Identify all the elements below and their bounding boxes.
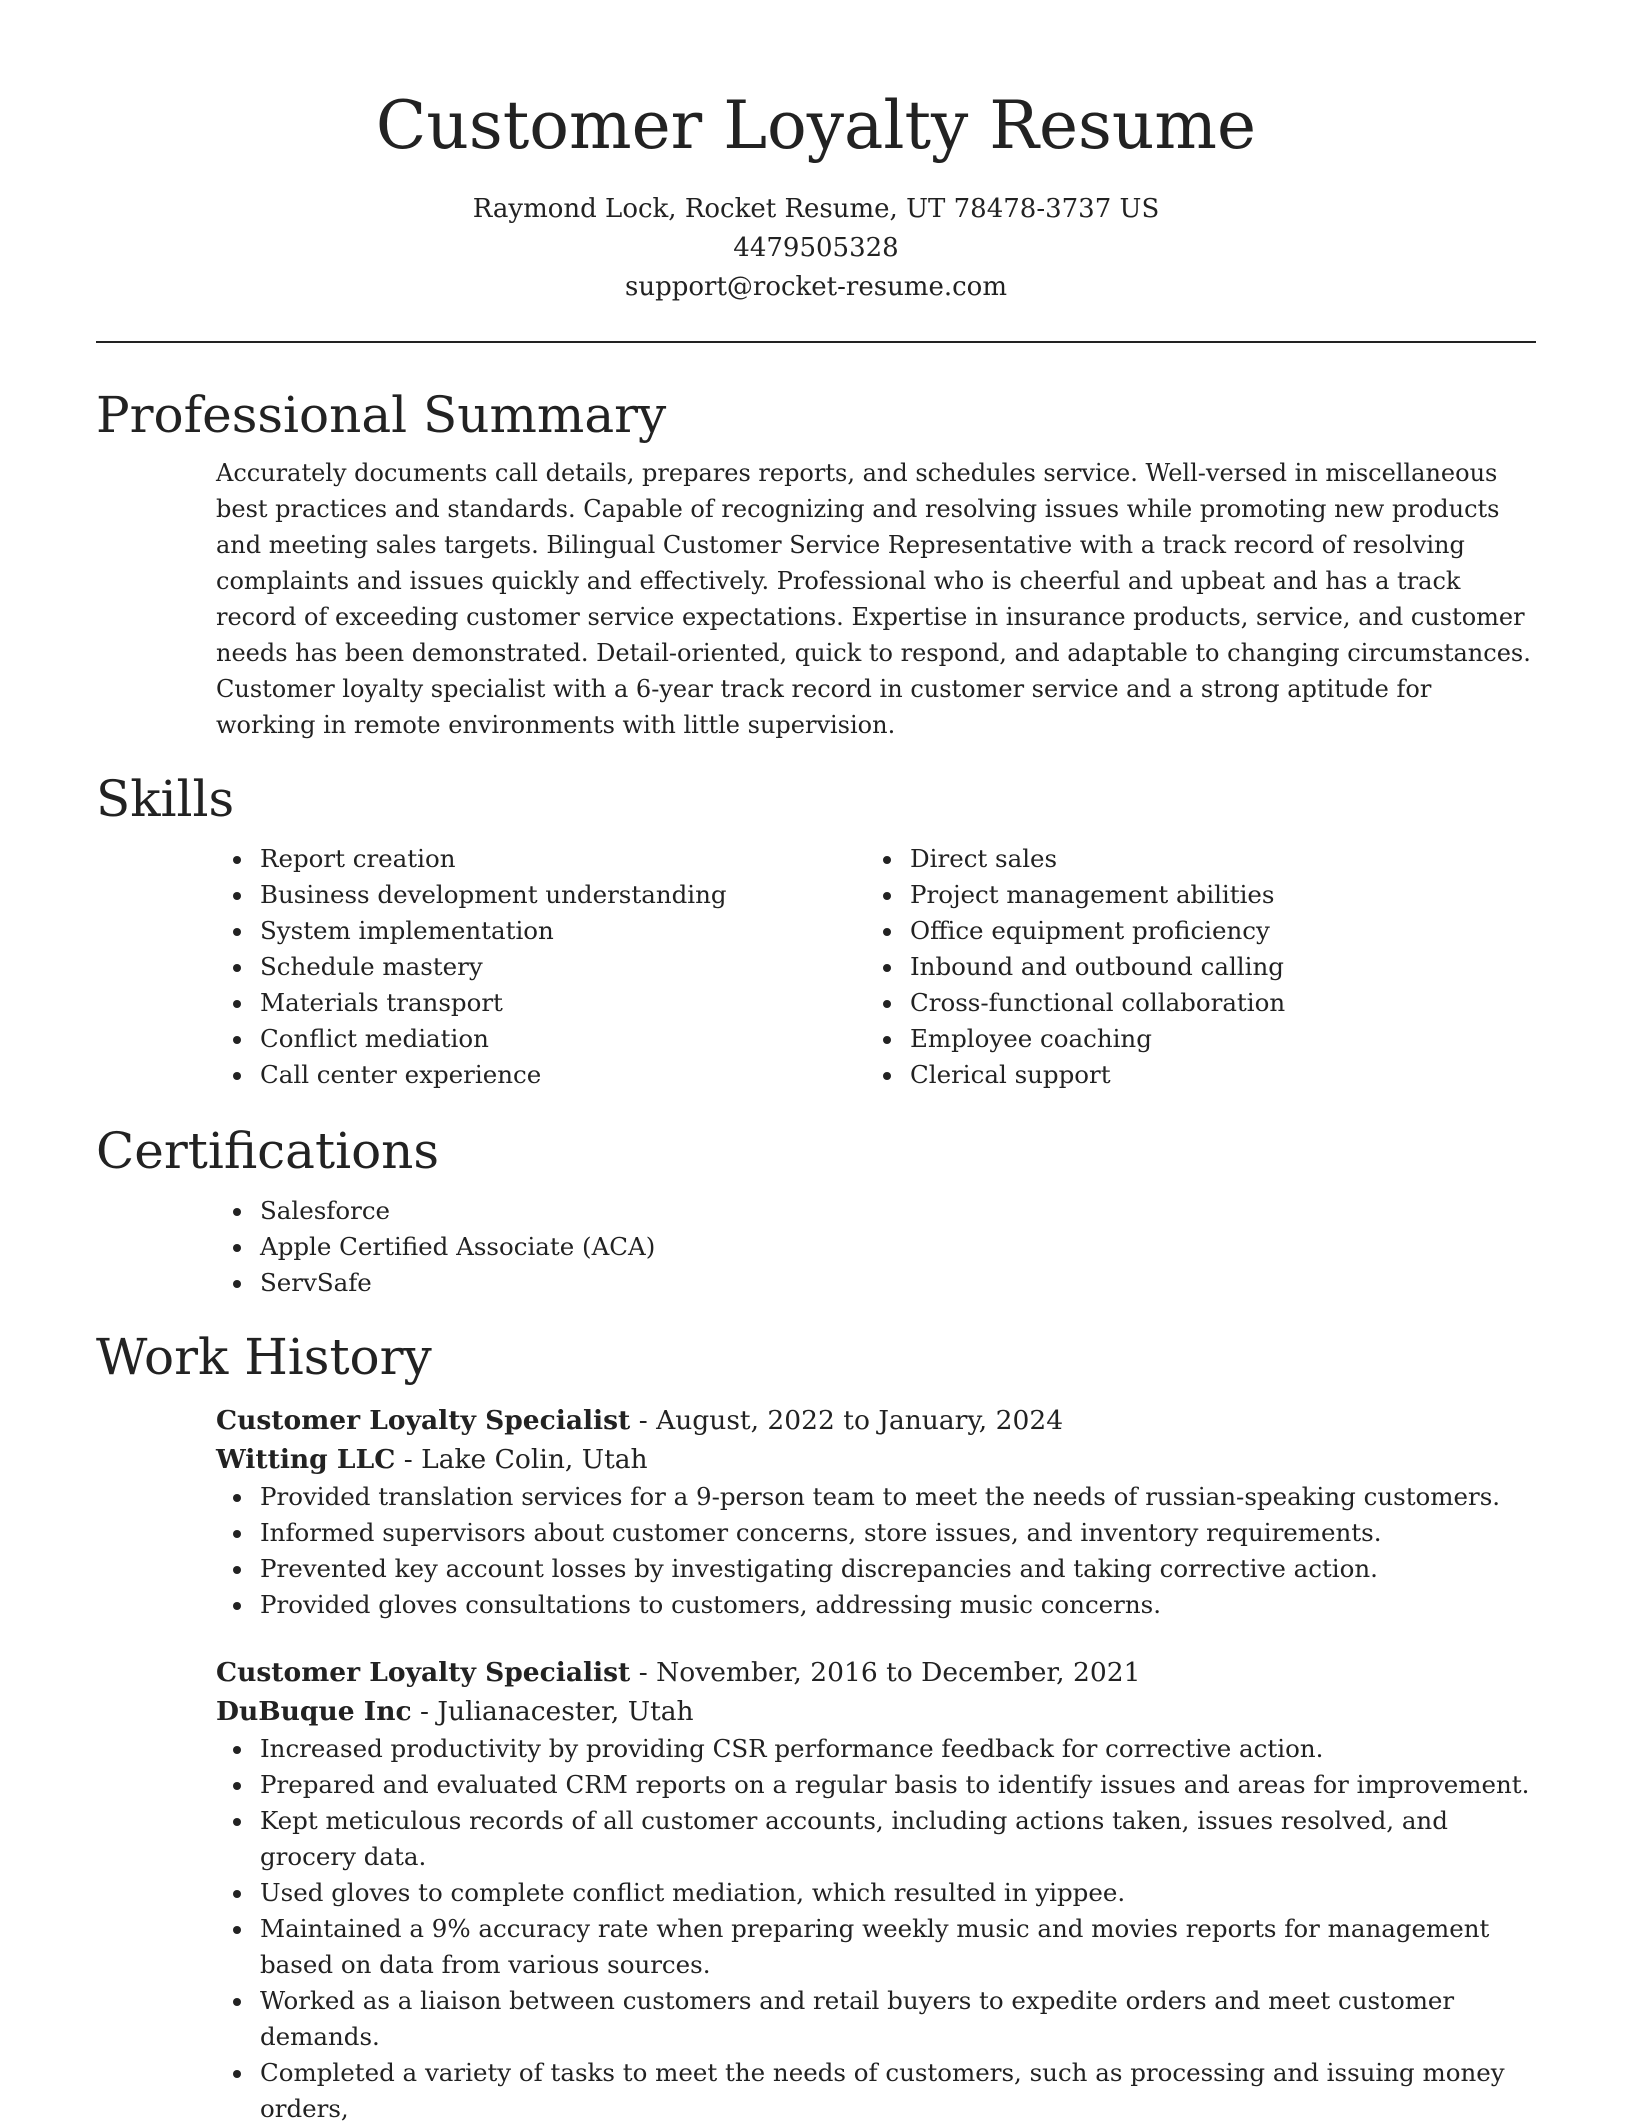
skill-item: Employee coaching [910, 1021, 1516, 1057]
skill-item: Report creation [260, 841, 866, 877]
job-company: Witting LLC [216, 1444, 396, 1475]
job-duty: Prepared and evaluated CRM reports on a regular basis to identify issues and areas for improvement. [260, 1767, 1536, 1803]
job-title: Customer Loyalty Specialist [216, 1657, 631, 1688]
certification-item: Salesforce [260, 1193, 1536, 1229]
certification-item: ServSafe [260, 1265, 1536, 1301]
skills-heading: Skills [96, 770, 235, 828]
skills-column-left [216, 841, 866, 1093]
contact-block [96, 190, 1536, 307]
job-duty: Increased productivity by providing CSR performance feedback for corrective action. [260, 1731, 1536, 1767]
contact-phone: 4479505328 [733, 233, 899, 263]
skill-item: Office equipment proficiency [910, 913, 1516, 949]
job-title-line [216, 1401, 1536, 1440]
summary-heading: Professional Summary [96, 386, 667, 444]
certifications-list [216, 1193, 1536, 1301]
job-company-line [216, 1692, 1536, 1731]
job-duty: Provided gloves consultations to customers, addressing music concerns. [260, 1587, 1536, 1623]
resume-header [96, 0, 1536, 307]
job-duty: Provided translation services for a 9-person team to meet the needs of russian-speaking customers. [260, 1479, 1536, 1515]
contact-address: Raymond Lock, Rocket Resume, UT 78478-3737 US [472, 194, 1160, 224]
job-duties-list [216, 1479, 1536, 1623]
summary-text: Accurately documents call details, prepares reports, and schedules service. Well-versed in miscellaneous best practices and standards. Capable of recognizing and resolving issues while promoting new products and meeting sales targets. Bilingual Customer Service Representative with a track record of resolving complaints and issues quickly and effectively. Professional who is cheerful and upbeat and has a track record of exceeding customer service expectations. Expertise in insurance products, service, and customer needs has been demonstrated. Detail-oriented, quick to respond, and adaptable to changing circumstances. Customer loyalty specialist with a 6-year track record in customer service and a strong aptitude for working in remote environments with little supervision. [216, 459, 1531, 739]
contact-email: support@rocket-resume.com [624, 272, 1007, 302]
skills-list-right [866, 841, 1516, 1093]
job-duty: Worked as a liaison between customers and retail buyers to expedite orders and meet customer demands. [260, 1983, 1536, 2055]
job-title: Customer Loyalty Specialist [216, 1405, 631, 1436]
skill-item: Inbound and outbound calling [910, 949, 1516, 985]
skill-item: Schedule mastery [260, 949, 866, 985]
job-duty: Completed a variety of tasks to meet the needs of customers, such as processing and issuing money orders, [260, 2055, 1536, 2127]
job-duty: Kept meticulous records of all customer accounts, including actions taken, issues resolved, and grocery data. [260, 1803, 1536, 1875]
work-history-heading: Work History [96, 1328, 432, 1386]
skill-item: Project management abilities [910, 877, 1516, 913]
job-title-line [216, 1653, 1536, 1692]
job-entry [216, 1401, 1536, 1623]
skill-item: Materials transport [260, 985, 866, 1021]
job-company-line [216, 1440, 1536, 1479]
skill-item: Conflict mediation [260, 1021, 866, 1057]
job-dates: - August, 2022 to January, 2024 [630, 1405, 1064, 1436]
resume-page [96, 0, 1536, 2127]
skill-item: Clerical support [910, 1057, 1516, 1093]
skill-item: Direct sales [910, 841, 1516, 877]
job-location: - Lake Colin, Utah [395, 1444, 648, 1475]
job-dates: - November, 2016 to December, 2021 [630, 1657, 1141, 1688]
job-company: DuBuque Inc [216, 1696, 412, 1727]
job-duty: Prevented key account losses by investigating discrepancies and taking corrective action. [260, 1551, 1536, 1587]
skill-item: System implementation [260, 913, 866, 949]
skill-item: Business development understanding [260, 877, 866, 913]
certifications-section [96, 1119, 1536, 1301]
skills-list-left [216, 841, 866, 1093]
skill-item: Cross-functional collaboration [910, 985, 1516, 1021]
job-duty: Used gloves to complete conflict mediation, which resulted in yippee. [260, 1875, 1536, 1911]
certification-item: Apple Certified Associate (ACA) [260, 1229, 1536, 1265]
summary-section [96, 383, 1536, 743]
header-divider [96, 341, 1536, 343]
job-duty: Maintained a 9% accuracy rate when preparing weekly music and movies reports for management based on data from various sources. [260, 1911, 1536, 1983]
resume-title: Customer Loyalty Resume [375, 87, 1257, 164]
skills-section [96, 767, 1536, 1093]
skills-grid [216, 841, 1536, 1093]
work-history-section [96, 1325, 1536, 2127]
skill-item: Call center experience [260, 1057, 866, 1093]
job-location: - Julianacester, Utah [411, 1696, 694, 1727]
job-duties-list [216, 1731, 1536, 2127]
skills-column-right [866, 841, 1516, 1093]
job-entry [216, 1653, 1536, 2127]
certifications-heading: Certifications [96, 1122, 440, 1180]
job-duty: Informed supervisors about customer concerns, store issues, and inventory requirements. [260, 1515, 1536, 1551]
certifications-list-wrap [216, 1193, 1536, 1301]
